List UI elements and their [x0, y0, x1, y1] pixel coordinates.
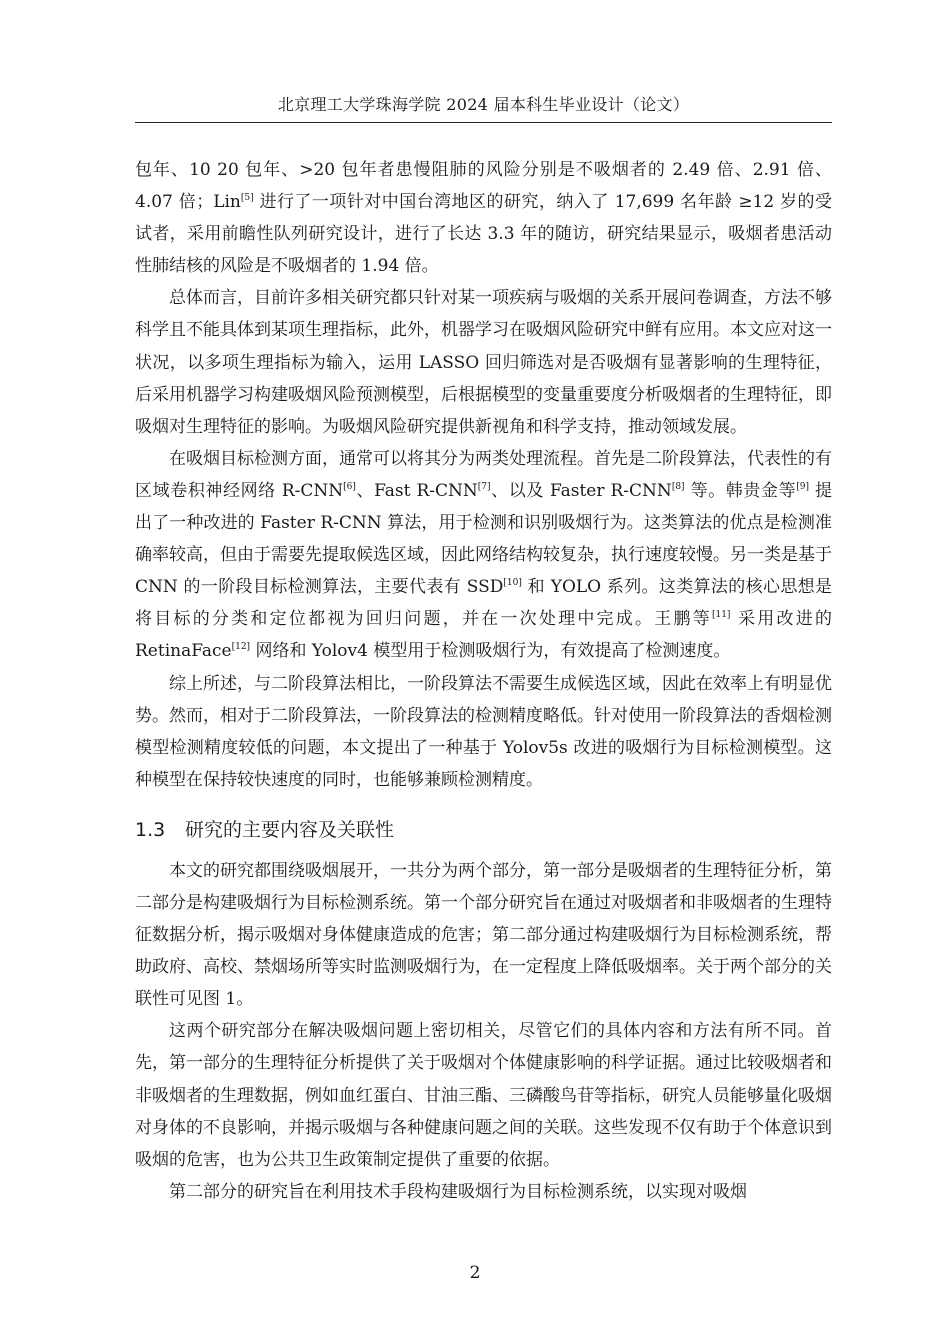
citation-11: [11]	[711, 610, 731, 621]
paragraph-3-text-2: 、Fast R-CNN	[355, 480, 478, 501]
section-heading	[135, 815, 832, 845]
page-number: 2	[469, 1263, 481, 1283]
body-text	[135, 154, 832, 1208]
paragraph-3-text-5: 提出了一种改进的 Faster R-CNN 算法，用于检测和识别吸烟行为。这类算法的优点是检测准确率较高，但由于需要先提取候选区域，因此网络结构较复杂，执行速度较慢。另一类是基于 CNN 的一阶段目标检测算法，主要代表有 SSD	[135, 480, 832, 598]
paragraph-5: 本文的研究都围绕吸烟展开，一共分为两个部分，第一部分是吸烟者的生理特征分析，第二部分是构建吸烟行为目标检测系统。第一个部分研究旨在通过对吸烟者和非吸烟者的生理特征数据分析，揭示吸烟对身体健康造成的危害；第二部分通过构建吸烟行为目标检测系统，帮助政府、高校、禁烟场所等实时监测吸烟行为，在一定程度上降低吸烟率。关于两个部分的关联性可见图 1。	[135, 860, 832, 1010]
header-rule	[135, 122, 832, 123]
citation-5: [5]	[240, 193, 254, 204]
citation-6: [6]	[343, 481, 356, 492]
citation-12: [12]	[231, 642, 251, 653]
running-header: 北京理工大学珠海学院 2024 届本科生毕业设计（论文）	[277, 95, 690, 114]
paragraph-2: 总体而言，目前许多相关研究都只针对某一项疾病与吸烟的关系开展问卷调查，方法不够科学且不能具体到某项生理指标，此外，机器学习在吸烟风险研究中鲜有应用。本文应对这一状况，以多项生理指标为输入，运用 LASSO 回归筛选对是否吸烟有显著影响的生理特征，后采用机器学习构建吸烟风险预测模型，后根据模型的变量重要度分析吸烟者的生理特征，即吸烟对生理特征的影响。为吸烟风险研究提供新视角和科学支持，推动领域发展。	[135, 288, 832, 437]
citation-10: [10]	[503, 578, 522, 589]
paragraph-6: 这两个研究部分在解决吸烟问题上密切相关，尽管它们的具体内容和方法有所不同。首先，第一部分的生理特征分析提供了关于吸烟对个体健康影响的科学证据。通过比较吸烟者和非吸烟者的生理数据，例如血红蛋白、甘油三酯、三磷酸鸟苷等指标，研究人员能够量化吸烟对身体的不良影响，并揭示吸烟与各种健康问题之间的关联。这些发现不仅有助于个体意识到吸烟的危害，也为公共卫生政策制定提供了重要的依据。	[135, 1021, 832, 1170]
paragraph-3-text-6: 和 YOLO 系列。这类算法的核心思想是将目标的分类和定位都视为回归问题，并在一次处理中完成。王鹏等	[135, 577, 833, 630]
citation-8: [8]	[671, 481, 685, 492]
paragraph-1	[135, 154, 832, 282]
paragraph-7: 第二部分的研究旨在利用技术手段构建吸烟行为目标检测系统，以实现对吸烟	[169, 1181, 747, 1202]
section-number: 1.3	[135, 818, 166, 841]
section-title: 研究的主要内容及关联性	[185, 818, 395, 841]
paragraph-3-text-7: 采用改进的 RetinaFace	[135, 609, 832, 662]
paragraph-1-text-a: 包年、10 20 包年、>20 包年者患慢阻肺的风险分别是不吸烟者的 2.49 倍、2.91 倍、4.07 倍；Lin	[135, 160, 832, 213]
paragraph-3-text-8: 网络和 Yolov4 模型用于检测吸烟行为，有效提高了检测速度。	[250, 641, 731, 662]
paragraph-3-text-1: 在吸烟目标检测方面，通常可以将其分为两类处理流程。首先是二阶段算法，代表性的有区域卷积神经网络 R-CNN	[135, 448, 832, 501]
paragraph-4: 综上所述，与二阶段算法相比，一阶段算法不需要生成候选区域，因此在效率上有明显优势。然而，相对于二阶段算法，一阶段算法的检测精度略低。针对使用一阶段算法的香烟检测模型检测精度较低的问题，本文提出了一种基于 Yolov5s 改进的吸烟行为目标检测模型。这种模型在保持较快速度的同时，也能够兼顾检测精度。	[135, 673, 832, 790]
paragraph-1-text-b: 进行了一项针对中国台湾地区的研究，纳入了 17,699 名年龄 ≥12 岁的受试者，采用前瞻性队列研究设计，进行了长达 3.3 年的随访，研究结果显示，吸烟者患活动性肺结核的风险是不吸烟者的 1.94 倍。	[135, 192, 832, 277]
paragraph-3	[135, 443, 832, 668]
citation-9: [9]	[796, 481, 809, 492]
paragraph-3-text-4: 等。韩贵金等	[684, 480, 797, 501]
citation-7: [7]	[477, 481, 491, 492]
paragraph-3-text-3: 、以及 Faster R-CNN	[490, 480, 672, 501]
